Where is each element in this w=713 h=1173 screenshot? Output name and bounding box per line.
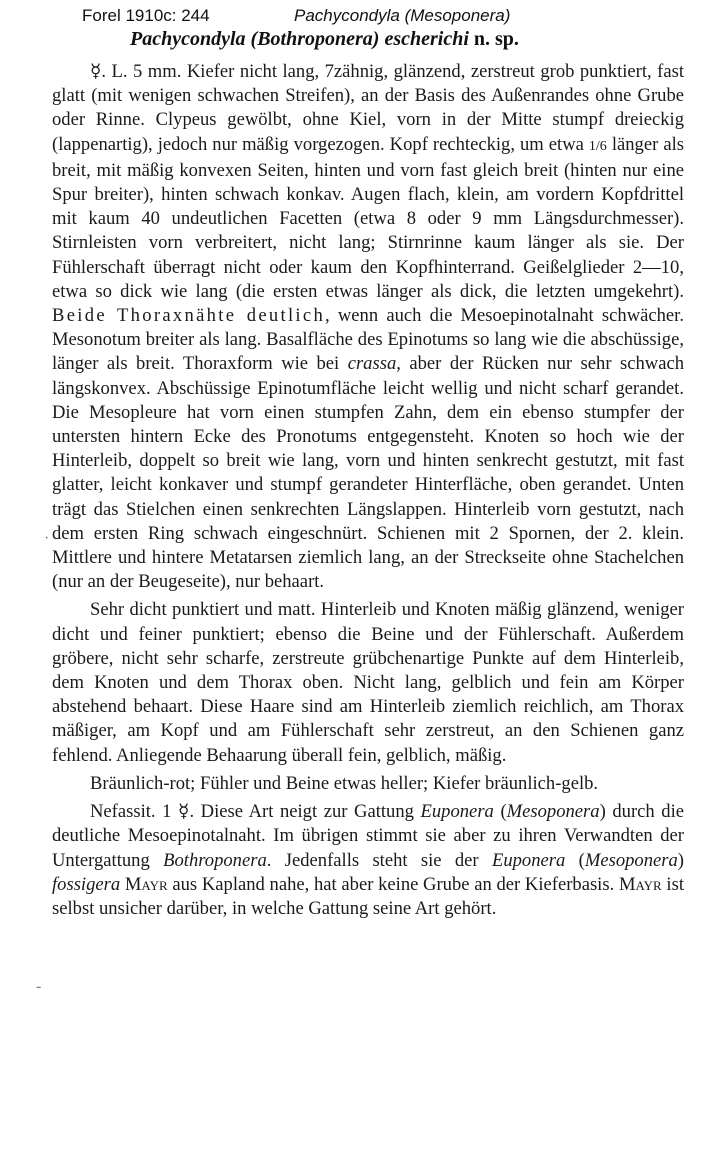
italic-term: Bothroponera xyxy=(163,849,267,871)
text-segment: aus Kapland nahe, hat aber keine Grube an der Kieferbasis. xyxy=(167,873,619,895)
italic-term: fossigera xyxy=(52,873,121,895)
text-segment: ) durch die deutliche Mesoepinotalnaht. Im übrigen stimmt sie aber zu ihren Verwandten der Untergattung xyxy=(52,801,684,871)
paragraph-morphology xyxy=(52,60,684,594)
paragraph-colour: Bräunlich-rot; Fühler und Beine etwas heller; Kiefer bräunlich-gelb. xyxy=(90,772,599,794)
page-header xyxy=(82,6,682,28)
text-segment: ☿. L. 5 mm. Kiefer nicht lang, 7zähnig, glänzend, zerstreut grob punktiert, fast glatt (mit wenigen schwachen Streifen), an der Basis des Außenrandes ohne Grube oder Rinne. Clypeus gewölbt, ohne Kiel, vorn in der Mitte stumpf dreieckig (lappenartig), jedoch nur mäßig vorgezogen. Kopf rechteckig, um etwa xyxy=(52,61,684,155)
margin-dot: · xyxy=(44,530,50,547)
citation-reference: Forel 1910c: 244 xyxy=(82,6,210,25)
text-segment: ( xyxy=(565,849,585,871)
title-new-species: n. sp. xyxy=(473,28,519,50)
spaced-emphasis: Beide Thoraxnähte deutlich xyxy=(52,305,326,327)
description-body xyxy=(52,60,684,921)
paragraph-locality xyxy=(52,800,684,921)
text-segment: ) xyxy=(677,849,684,871)
text-segment: , wenn auch die Mesoepinotalnaht schwächer. Mesonotum breiter als lang. Basalfläche des Epinotums so lang wie die abschüssige, länger als breit. Thoraxform wie bei xyxy=(52,305,684,375)
author-name: Mayr xyxy=(618,873,662,895)
text-segment: länger als breit, mit mäßig konvexen Seiten, hinten und vorn fast gleich breit (hinten nur eine Spur breiter), hinten schwach konkav. Augen flach, klein, am vordern Kopfdrittel mit kaum 40 undeutlichen Facetten (etwa 8 oder 9 mm Längsdurchmesser). Stirnleisten vorn verbreitert, nicht lang; Stirnrinne kaum länger als sie. Der Fühlerschaft überragt nicht oder kaum den Kopfhinterrand. Geißelglieder 2—10, etwa so dick wie lang (die ersten etwas länger als dick, die letzten umgekehrt). xyxy=(52,133,684,302)
italic-term: crassa xyxy=(347,353,397,375)
text-segment: ist selbst unsicher darüber, in welche Gattung seine Art gehört. xyxy=(52,873,684,919)
italic-term: Euponera xyxy=(491,849,566,871)
fraction: 1/6 xyxy=(588,138,607,154)
paragraph-sculpture: Sehr dicht punktiert und matt. Hinterleib und Knoten mäßig glänzend, weniger dicht und feiner punktiert; ebenso die Beine und der Fühlerschaft. Außerdem gröbere, nicht sehr scharfe, zerstreute grübchenartige Punkte auf dem Hinterleib, dem Knoten und dem Thorax oben. Nicht lang, gelblich und fein am Körper abstehend behaart. Diese Haare sind am Hinterleib ziemlich reichlich, am Thorax mäßiger, am Kopf und am Fühlerschaft sehr zerstreut, an den Schienen ganz fehlend. Anliegende Behaarung überall fein, gelblich, mäßig. xyxy=(52,599,684,766)
margin-tick: - xyxy=(36,978,42,995)
title-species: escherichi xyxy=(384,28,469,50)
italic-term: Mesoponera xyxy=(506,801,600,823)
title-subgenus: (Bothroponera) xyxy=(250,28,380,50)
text-segment: Nefassit. 1 ☿. Diese Art neigt zur Gattung xyxy=(90,801,421,823)
author-name: Mayr xyxy=(124,873,168,895)
genus-heading: Pachycondyla (Mesoponera) xyxy=(294,6,511,25)
species-title xyxy=(130,28,519,51)
italic-term: Mesoponera xyxy=(584,849,678,871)
text-segment: , aber der Rücken nur sehr schwach längskonvex. Abschüssige Epinotumfläche leicht wellig und nicht scharf gerandet. Die Mesopleure hat vorn einen stumpfen Zahn, dem ein ebenso stumpfer der untersten hintern Ecke des Pronotums entgegensteht. Knoten so hoch wie der Hinterleib, doppelt so breit wie lang, vorn und hinten senkrecht gestutzt, mit fast glatter, leicht konkaver und stumpf gerandeter Hinterfläche, oben gerandet. Unten trägt das Stielchen einen senkrechten Längslappen. Hinterleib vorn gestutzt, nach dem ersten Ring schwach eingeschnürt. Schienen mit 2 Spornen, der 2. klein. Mittlere und hintere Metatarsen ziemlich lang, an der Streckseite ohne Stachelchen (nur an der Beugeseite), nur behaart. xyxy=(52,353,684,593)
italic-term: Euponera xyxy=(420,801,494,823)
title-genus: Pachycondyla xyxy=(130,28,246,50)
text-segment: ( xyxy=(493,801,507,823)
text-segment: . Jedenfalls steht sie der xyxy=(266,849,492,871)
